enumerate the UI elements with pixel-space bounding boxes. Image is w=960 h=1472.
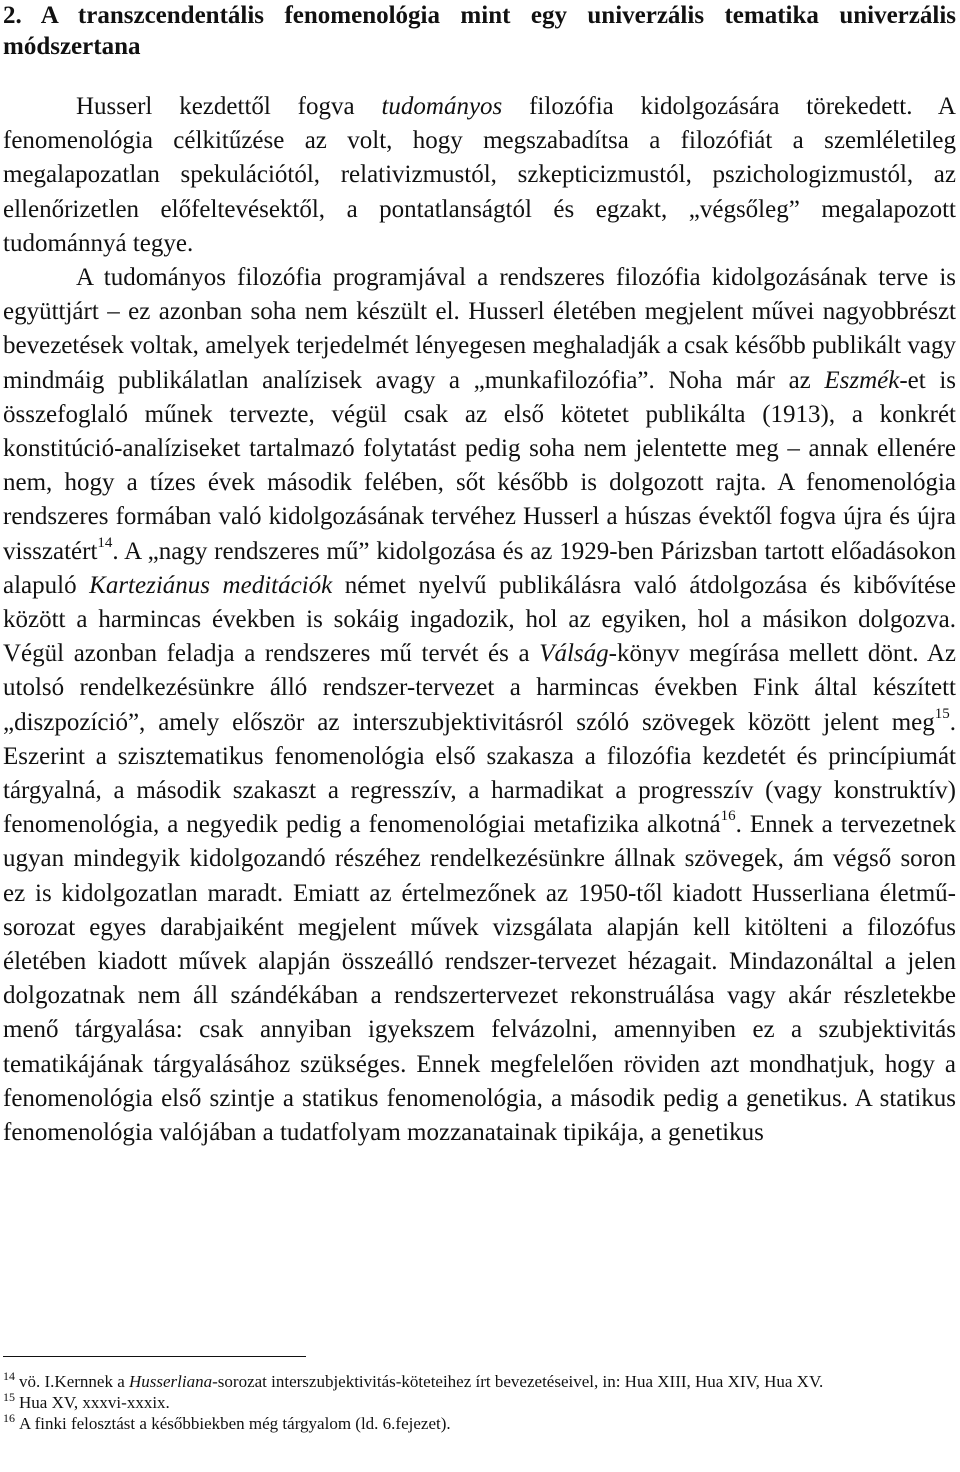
footnote-ref-16[interactable]: 16 [720,808,736,825]
paragraph-2-part-7: . Ennek a tervezetnek ugyan mindegyik kidolgozandó részéhez rendelkezésünkre állnak szövegek, ám végső soron ez is kidolgozatlan maradt. Emiatt az értelmezőnek az 1950-től kiadott Husserliana életmű-sorozat egyes darabjaiként megjelent művek vizsgálata alapján kell kitölteni a filozófus életében kiadott művek alapján összeálló rendszer-tervezet hézagait. Mindazonáltal a jelen dolgozatnak nem áll szándékában a rendszertervezet rekonstruálása vagy akár részletekbe menő tárgyalása: csak annyiban igyekszem felvázolni, amennyiben ez a szubjektivitás tematikájának tárgyalásához szükséges. Ennek megfelelően röviden azt mondhatjuk, hogy a fenomenológia első szintje a statikus fenomenológia, a második pedig a genetikus. A statikus fenomenológia valójában a tudatfolyam mozzanatainak tipikája, a genetikus [3,811,956,1147]
footnote-text: -sorozat interszubjektivitás-köteteihez írt bevezetéseivel, in: Hua XIII, Hua XIV, Hua XV. [212,1372,824,1391]
footnote-mark: 15 [3,1390,15,1404]
footnote-ref-15[interactable]: 15 [934,705,950,722]
footnotes [3,1371,956,1434]
paragraph-1 [3,90,956,261]
footnote-text: Hua XV, xxxvi-xxxix. [19,1393,170,1412]
footnote-ref-14[interactable]: 14 [97,534,113,551]
footnote-14 [3,1371,956,1392]
paragraph-2-part-5: -könyv megírása mellett dönt. Az utolsó rendelkezésünkre álló rendszer-tervezet a harmincas években Fink által készített „diszpozíció”, amely először az interszubjektivitásról szóló szövegek között jelent meg [3,640,956,736]
footnote-16 [3,1413,956,1434]
footnote-separator [3,1356,306,1357]
footnote-mark: 16 [3,1411,15,1425]
document-page [3,0,957,1433]
footnote-text: vö. I.Kernnek a [19,1372,129,1391]
footnote-15 [3,1392,956,1413]
paragraph-2-part-6: . Eszerint a szisztematikus fenomenológia első szakasza a filozófia kezdetét és princípiumát tárgyalná, a második szakaszt a regresszív, a harmadikat a progresszív (vagy konstruktív) fenomenológia, a negyedik pedig a fenomenológiai metafizika alkotná [3,708,956,839]
title-eszmek: Eszmék [824,366,900,394]
footnote-mark: 14 [3,1369,15,1383]
paragraph-1-text-rest: filozófia kidolgozására törekedett. A fenomenológia célkitűzése az volt, hogy megszabadítsa a filozófiát a szemléletileg megalapozatlan spekulációtól, relativizmustól, szkepticizmustól, pszichologizmustól, az ellenőrizetlen előfeltevésektől, a pontatlanságtól és egzakt, „végsőleg” megalapozott tudománnyá tegye. [3,93,956,257]
paragraph-2-part-2: -et is összefoglaló műnek tervezte, végül csak az első kötetet publikálta (1913), a konkrét konstitúció-analíziseket tartalmazó folytatást pedig soha nem jelentette meg – annak ellenére nem, hogy a tízes évek második felében, sőt később is dolgozott rajta. A fenomenológia rendszeres formában való kidolgozásának tervéhez Husserl a húszas évektől fogva újra és újra visszatért [3,366,956,565]
paragraph-2-part-1: A tudományos filozófia programjával a rendszeres filozófia kidolgozásának terve is együttjárt – ez azonban soha nem készült el. Husserl életében megjelent művei nagyobbrészt bevezetések voltak, amelyek terjedelmét lényegesen meghaladják a csak később publikált vagy mindmáig publikálatlan analízisek avagy a „munkafilozófia”. Noha már az [3,264,956,394]
emphasis-tudomanyos: tudományos [381,93,503,120]
paragraph-2-part-4: német nyelvű publikálásra való átdolgozása és kibővítése között a harmincas években is sokáig ingadozik, hol az egyiken, hol a másikon dolgozva. Végül azonban feladja a rendszeres mű tervét és a [3,571,957,668]
title-valsag: Válság [539,640,609,668]
paragraph-2-part-3: . A „nagy rendszeres mű” kidolgozása és az 1929-ben Párizsban tartott előadásokon alapuló [3,537,956,599]
paragraph-2 [3,261,956,1150]
title-karteziánus-meditaciok: Karteziánus meditációk [89,571,333,599]
paragraph-1-text-start: Husserl kezdettől fogva [76,93,382,120]
title-husserliana: Husserliana [129,1372,213,1391]
footnote-text: A finki felosztást a későbbiekben még tárgyalom (ld. 6.fejezet). [19,1414,451,1433]
section-heading: 2. A transzcendentális fenomenológia mint egy univerzális tematika univerzális módszertana [3,2,956,60]
